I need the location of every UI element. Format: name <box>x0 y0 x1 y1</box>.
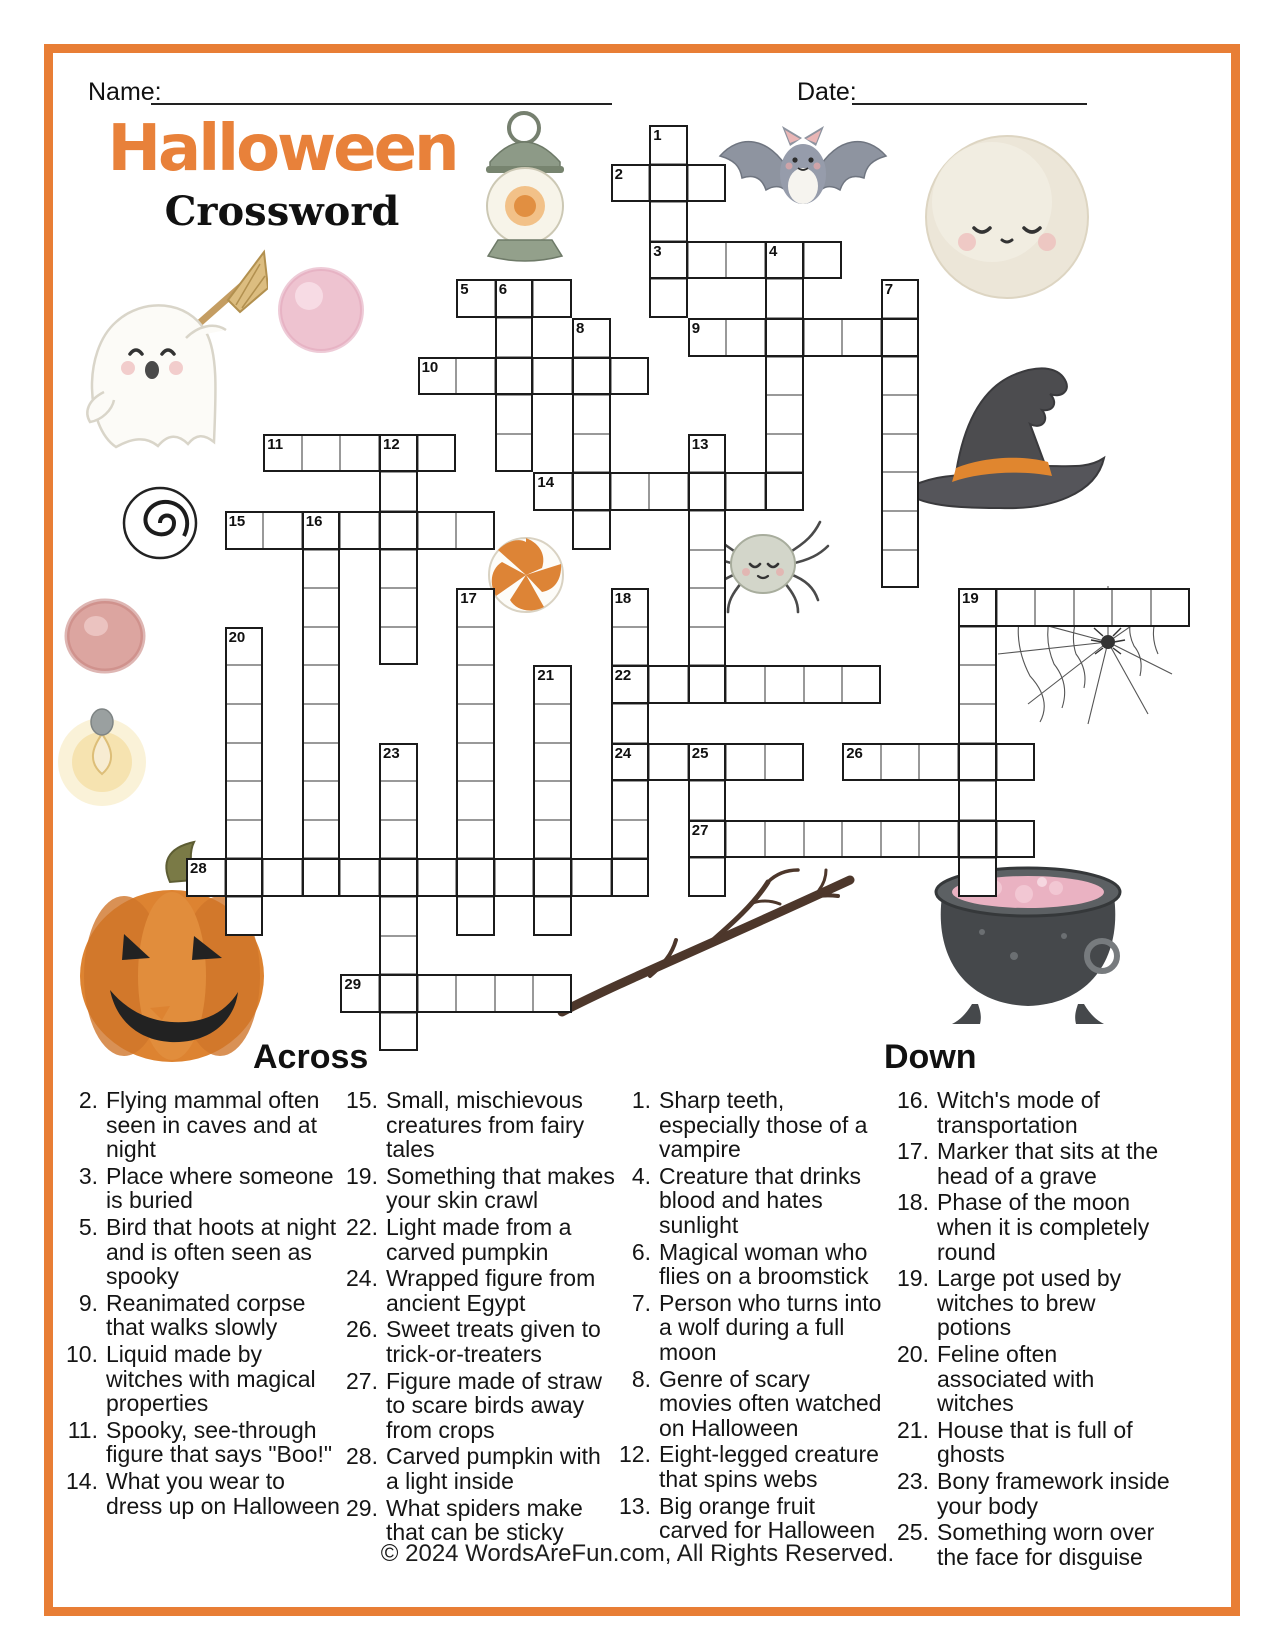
grid-cell[interactable] <box>958 781 997 820</box>
grid-cell[interactable] <box>611 820 650 859</box>
grid-cell[interactable] <box>379 858 418 897</box>
cell-number: 22 <box>614 667 632 685</box>
grid-cell[interactable] <box>302 820 341 859</box>
grid-cell[interactable] <box>379 511 418 550</box>
clue-item: 10. Liquid made by witches with magical properties <box>66 1340 316 1417</box>
name-blank-line[interactable] <box>151 102 612 105</box>
grid-cell[interactable] <box>225 858 264 897</box>
grid-cell[interactable] <box>958 665 997 704</box>
clue-item: 3. Place where someone is buried <box>78 1162 334 1214</box>
grid-cell[interactable] <box>302 665 341 704</box>
cell-number: 21 <box>537 667 555 685</box>
grid-cell[interactable] <box>418 511 457 550</box>
grid-cell[interactable] <box>456 781 495 820</box>
grid-cell[interactable] <box>881 318 920 357</box>
down-heading: Down <box>884 1038 977 1076</box>
cell-number: 28 <box>190 860 207 878</box>
cell-number: 1 <box>653 127 662 144</box>
clue-item: 15. Small, mischievous creatures from fairy tales <box>346 1087 585 1163</box>
clue-item: 12. Eight-legged creature that spins webs <box>619 1441 879 1492</box>
grid-cell[interactable] <box>649 743 688 782</box>
grid-cell[interactable] <box>804 318 843 357</box>
grid-cell[interactable] <box>379 897 418 936</box>
cell-number: 5 <box>460 281 469 299</box>
date-blank-line[interactable] <box>852 102 1087 105</box>
red-orb-icon <box>64 598 146 674</box>
cell-number: 17 <box>460 590 477 608</box>
cell-number: 7 <box>884 281 894 299</box>
grid-cell[interactable] <box>804 241 843 280</box>
grid-cell[interactable] <box>919 743 958 782</box>
grid-cell[interactable] <box>804 820 843 859</box>
grid-cell[interactable] <box>997 743 1036 782</box>
grid-cell[interactable] <box>456 897 495 936</box>
cell-number: 15 <box>228 513 246 530</box>
clue-item: 5. Bird that hoots at night and is often seen as spooky <box>78 1213 337 1290</box>
cell-number: 13 <box>691 435 709 453</box>
grid-cell[interactable] <box>765 820 804 859</box>
grid-cell[interactable] <box>611 357 650 396</box>
grid-cell[interactable] <box>765 743 804 782</box>
title-halloween: Halloween <box>107 112 457 186</box>
grid-cell[interactable] <box>611 704 650 743</box>
clue-item: 11. Spooky, see-through figure that says "Boo!" <box>67 1416 333 1468</box>
grid-cell[interactable] <box>495 974 534 1013</box>
grid-cell[interactable] <box>456 357 495 396</box>
grid-cell[interactable] <box>958 858 997 897</box>
witch-hat-icon <box>900 358 1108 526</box>
moon-icon <box>922 132 1092 302</box>
clue-item: 16. Witch's mode of transportation <box>897 1087 1100 1138</box>
cell-number: 16 <box>305 513 323 530</box>
grid-cell[interactable] <box>225 665 264 704</box>
grid-cell[interactable] <box>533 704 572 743</box>
cell-number: 18 <box>614 590 632 608</box>
grid-cell[interactable] <box>688 164 727 203</box>
grid-cell[interactable] <box>379 781 418 820</box>
grid-cell[interactable] <box>225 781 264 820</box>
grid-cell[interactable] <box>533 357 572 396</box>
grid-cell[interactable] <box>456 743 495 782</box>
clue-item: 9. Reanimated corpse that walks slowly <box>78 1289 306 1341</box>
swirl-candy-icon <box>122 486 198 560</box>
grid-cell[interactable] <box>688 627 727 666</box>
grid-cell[interactable] <box>765 472 804 511</box>
grid-cell[interactable] <box>765 318 804 357</box>
grid-cell[interactable] <box>649 202 688 241</box>
grid-cell[interactable] <box>533 743 572 782</box>
grid-cell[interactable] <box>418 434 457 473</box>
clue-item: 21. House that is full of ghosts <box>897 1416 1133 1468</box>
grid-cell[interactable] <box>649 665 688 704</box>
grid-cell[interactable] <box>881 820 920 859</box>
cauldron-icon <box>924 836 1136 1038</box>
pink-orb-icon <box>277 266 365 354</box>
ghost-with-broom-icon <box>68 242 268 462</box>
grid-cell[interactable] <box>456 704 495 743</box>
clue-item: 2. Flying mammal often seen in caves and at night <box>78 1087 320 1163</box>
grid-cell[interactable] <box>611 858 650 897</box>
cell-number: 3 <box>653 242 662 260</box>
grid-cell[interactable] <box>1151 588 1190 627</box>
clue-item: 19. Large pot used by witches to brew potions <box>897 1265 1122 1341</box>
grid-cell[interactable] <box>302 743 341 782</box>
down-clues-column-2 <box>891 1088 1171 1571</box>
grid-cell[interactable] <box>263 511 302 550</box>
grid-cell[interactable] <box>765 279 804 318</box>
grid-cell[interactable] <box>572 357 611 396</box>
name-label: Name: <box>88 78 162 106</box>
grid-cell[interactable] <box>495 395 534 434</box>
clue-item: 28. Carved pumpkin with a light inside <box>346 1443 601 1494</box>
cell-number: 20 <box>228 628 246 646</box>
grid-cell[interactable] <box>997 820 1036 859</box>
grid-cell[interactable] <box>1035 588 1074 627</box>
grid-cell[interactable] <box>225 820 264 859</box>
grid-cell[interactable] <box>688 472 727 511</box>
grid-cell[interactable] <box>533 279 572 318</box>
grid-cell[interactable] <box>302 588 341 627</box>
grid-cell[interactable] <box>765 395 804 434</box>
grid-cell[interactable] <box>533 781 572 820</box>
grid-cell[interactable] <box>919 820 958 859</box>
grid-cell[interactable] <box>302 781 341 820</box>
grid-cell[interactable] <box>649 164 688 203</box>
clue-item: 1. Sharp teeth, especially those of a vampire <box>631 1087 868 1163</box>
clue-item: 8. Genre of scary movies often watched on Halloween <box>631 1365 882 1441</box>
grid-cell[interactable] <box>881 434 920 473</box>
grid-cell[interactable] <box>881 395 920 434</box>
grid-cell[interactable] <box>842 318 881 357</box>
grid-cell[interactable] <box>958 820 997 859</box>
grid-cell[interactable] <box>533 897 572 936</box>
grid-cell[interactable] <box>379 472 418 511</box>
grid-cell[interactable] <box>688 588 727 627</box>
down-clues-column-1 <box>613 1088 889 1545</box>
grid-cell[interactable] <box>611 781 650 820</box>
grid-cell[interactable] <box>958 704 997 743</box>
grid-cell[interactable] <box>997 588 1036 627</box>
cell-number: 11 <box>267 435 284 453</box>
grid-cell[interactable] <box>572 434 611 473</box>
cell-number: 2 <box>614 165 623 183</box>
clue-item: 17. Marker that sits at the head of a grave <box>897 1138 1159 1189</box>
grid-cell[interactable] <box>726 318 765 357</box>
grid-cell[interactable] <box>302 434 341 473</box>
grid-cell[interactable] <box>418 974 457 1013</box>
grid-cell[interactable] <box>340 858 379 897</box>
grid-cell[interactable] <box>572 511 611 550</box>
grid-cell[interactable] <box>495 858 534 897</box>
grid-cell[interactable] <box>379 936 418 975</box>
cell-number: 24 <box>614 744 632 762</box>
grid-cell[interactable] <box>302 550 341 589</box>
copyright-footer: © 2024 WordsAreFun.com, All Rights Reserved. <box>380 1540 895 1567</box>
grid-cell[interactable] <box>881 357 920 396</box>
grid-cell[interactable] <box>340 511 379 550</box>
grid-cell[interactable] <box>533 858 572 897</box>
grid-cell[interactable] <box>726 665 765 704</box>
clue-item: 14. What you wear to dress up on Halloween <box>66 1467 340 1519</box>
across-clues-column-1 <box>60 1088 342 1520</box>
across-clues-column-2 <box>340 1088 616 1547</box>
grid-cell[interactable] <box>611 627 650 666</box>
grid-cell[interactable] <box>688 858 727 897</box>
grid-cell[interactable] <box>881 472 920 511</box>
grid-cell[interactable] <box>456 858 495 897</box>
cell-number: 14 <box>537 474 555 492</box>
grid-cell[interactable] <box>379 974 418 1013</box>
grid-cell[interactable] <box>649 472 688 511</box>
cell-number: 23 <box>383 744 400 762</box>
grid-cell[interactable] <box>572 858 611 897</box>
grid-cell[interactable] <box>302 704 341 743</box>
cell-number: 4 <box>769 242 778 260</box>
grid-cell[interactable] <box>958 627 997 666</box>
grid-cell[interactable] <box>456 665 495 704</box>
grid-cell[interactable] <box>726 820 765 859</box>
clue-item: 22. Light made from a carved pumpkin <box>346 1213 572 1265</box>
grid-cell[interactable] <box>340 434 379 473</box>
grid-cell[interactable] <box>688 511 727 550</box>
grid-cell[interactable] <box>765 665 804 704</box>
grid-cell[interactable] <box>572 472 611 511</box>
clue-item: 19. Something that makes your skin crawl <box>346 1162 615 1214</box>
grid-cell[interactable] <box>611 472 650 511</box>
grid-cell[interactable] <box>495 434 534 473</box>
grid-cell[interactable] <box>881 550 920 589</box>
grid-cell[interactable] <box>495 357 534 396</box>
grid-cell[interactable] <box>804 665 843 704</box>
grid-cell[interactable] <box>881 511 920 550</box>
clue-item: 27. Figure made of straw to scare birds away from crops <box>346 1367 603 1443</box>
clue-item: 26. Sweet treats given to trick-or-treaters <box>346 1316 601 1367</box>
cell-number: 12 <box>383 435 400 453</box>
grid-cell[interactable] <box>379 550 418 589</box>
cell-number: 25 <box>691 744 709 762</box>
grid-cell[interactable] <box>688 781 727 820</box>
grid-cell[interactable] <box>688 241 727 280</box>
grid-cell[interactable] <box>765 357 804 396</box>
grid-cell[interactable] <box>379 627 418 666</box>
clue-item: 7. Person who turns into a wolf during a full moon <box>631 1289 882 1365</box>
cell-number: 27 <box>691 821 709 839</box>
clue-item: 29. What spiders make that can be sticky <box>346 1494 583 1546</box>
clue-item: 6. Magical woman who flies on a broomstick <box>631 1238 869 1290</box>
grid-cell[interactable] <box>765 434 804 473</box>
cell-number: 8 <box>576 320 585 337</box>
grid-cell[interactable] <box>1074 588 1113 627</box>
clue-item: 23. Bony framework inside your body <box>897 1467 1170 1519</box>
grid-cell[interactable] <box>456 627 495 666</box>
cell-number: 6 <box>498 281 508 299</box>
clue-item: 13. Big orange fruit carved for Halloween <box>619 1492 876 1544</box>
lantern-icon <box>468 106 584 264</box>
cell-number: 10 <box>421 358 439 376</box>
grid-cell[interactable] <box>688 550 727 589</box>
grid-cell[interactable] <box>379 1013 418 1052</box>
grid-cell[interactable] <box>842 820 881 859</box>
grid-cell[interactable] <box>572 395 611 434</box>
grid-cell[interactable] <box>533 820 572 859</box>
grid-cell[interactable] <box>456 974 495 1013</box>
cell-number: 26 <box>846 744 863 762</box>
grid-cell[interactable] <box>418 858 457 897</box>
grid-cell[interactable] <box>726 743 765 782</box>
grid-cell[interactable] <box>225 897 264 936</box>
clue-item: 18. Phase of the moon when it is completely round <box>897 1189 1150 1265</box>
grid-cell[interactable] <box>649 279 688 318</box>
clue-item: 4. Creature that drinks blood and hates sunlight <box>631 1162 861 1238</box>
grid-cell[interactable] <box>456 820 495 859</box>
grid-cell[interactable] <box>302 858 341 897</box>
peppermint-candy-icon <box>486 536 566 614</box>
grid-cell[interactable] <box>495 318 534 357</box>
clue-item: 24. Wrapped figure from ancient Egypt <box>346 1265 596 1316</box>
cell-number: 19 <box>962 590 979 608</box>
clue-item: 20. Feline often associated with witches <box>897 1340 1095 1417</box>
grid-cell[interactable] <box>302 627 341 666</box>
cell-number: 9 <box>691 320 701 337</box>
grid-cell[interactable] <box>726 472 765 511</box>
grid-cell[interactable] <box>456 511 495 550</box>
candle-flame-icon <box>30 700 170 810</box>
date-label: Date: <box>797 78 857 106</box>
grid-cell[interactable] <box>379 820 418 859</box>
grid-cell[interactable] <box>1112 588 1151 627</box>
bat-icon <box>714 116 892 224</box>
cell-number: 29 <box>344 976 362 994</box>
grid-cell[interactable] <box>225 743 264 782</box>
clue-item: 25. Something worn over the face for disguise <box>897 1519 1155 1570</box>
grid-cell[interactable] <box>533 974 572 1013</box>
grid-cell[interactable] <box>842 665 881 704</box>
across-heading: Across <box>253 1038 369 1076</box>
title-crossword: Crossword <box>164 188 400 235</box>
grid-cell[interactable] <box>726 241 765 280</box>
grid-cell[interactable] <box>881 743 920 782</box>
grid-cell[interactable] <box>263 858 302 897</box>
grid-cell[interactable] <box>958 743 997 782</box>
grid-cell[interactable] <box>688 665 727 704</box>
grid-cell[interactable] <box>379 588 418 627</box>
grid-cell[interactable] <box>225 704 264 743</box>
